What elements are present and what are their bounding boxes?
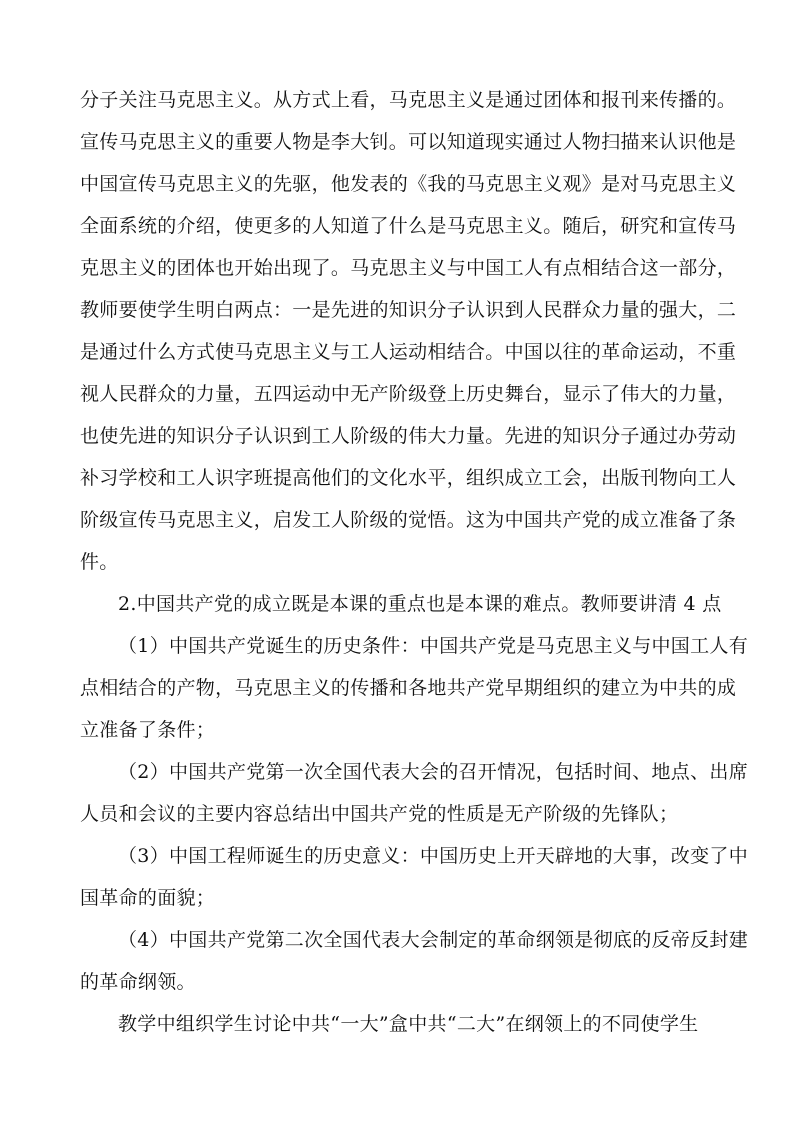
text-line: 人员和会议的主要内容总结出中国共产党的性质是无产阶级的先锋队；	[80, 803, 679, 825]
text-line: 点相结合的产物，马克思主义的传播和各地共产党早期组织的建立为中共的成	[80, 677, 737, 699]
text-line: 宣传马克思主义的重要人物是李大钊。可以知道现实通过人物扫描来认识他是	[80, 131, 737, 153]
text-line: 补习学校和工人识字班提高他们的文化水平，组织成立工会，出版刊物向工人	[80, 467, 737, 489]
section-heading: 2.中国共产党的成立既是本课的重点也是本课的难点。教师要讲清 4 点	[118, 593, 722, 615]
text-line: 教师要使学生明白两点：一是先进的知识分子认识到人民群众力量的强大，二	[80, 299, 737, 321]
text-line: 立准备了条件；	[80, 719, 216, 741]
text-line: 的革命纲领。	[80, 971, 196, 993]
text-line: 是通过什么方式使马克思主义与工人运动相结合。中国以往的革命运动，不重	[80, 341, 737, 363]
list-item: （4）中国共产党第二次全国代表大会制定的革命纲领是彻底的反帝反封建	[118, 929, 748, 951]
list-item: （3）中国工程师诞生的历史意义：中国历史上开天辟地的大事，改变了中	[118, 845, 748, 867]
text-line: 视人民群众的力量，五四运动中无产阶级登上历史舞台，显示了伟大的力量，	[80, 383, 737, 405]
text-line: 教学中组织学生讨论中共“一大”盒中共“二大”在纲领上的不同使学生	[118, 1013, 699, 1035]
text-line: 分子关注马克思主义。从方式上看，马克思主义是通过团体和报刊来传播的。	[80, 89, 737, 111]
list-item: （1）中国共产党诞生的历史条件：中国共产党是马克思主义与中国工人有	[118, 635, 748, 657]
text-line: 件。	[80, 551, 119, 573]
text-line: 全面系统的介绍，使更多的人知道了什么是马克思主义。随后，研究和宣传马	[80, 215, 737, 237]
text-line: 克思主义的团体也开始出现了。马克思主义与中国工人有点相结合这一部分，	[80, 257, 737, 279]
list-item: （2）中国共产党第一次全国代表大会的召开情况，包括时间、地点、出席	[118, 761, 748, 783]
text-line: 国革命的面貌；	[80, 887, 216, 909]
text-line: 也使先进的知识分子认识到工人阶级的伟大力量。先进的知识分子通过办劳动	[80, 425, 737, 447]
text-line: 阶级宣传马克思主义，启发工人阶级的觉悟。这为中国共产党的成立准备了条	[80, 509, 737, 531]
text-line: 中国宣传马克思主义的先驱，他发表的《我的马克思主义观》是对马克思主义	[80, 173, 737, 195]
